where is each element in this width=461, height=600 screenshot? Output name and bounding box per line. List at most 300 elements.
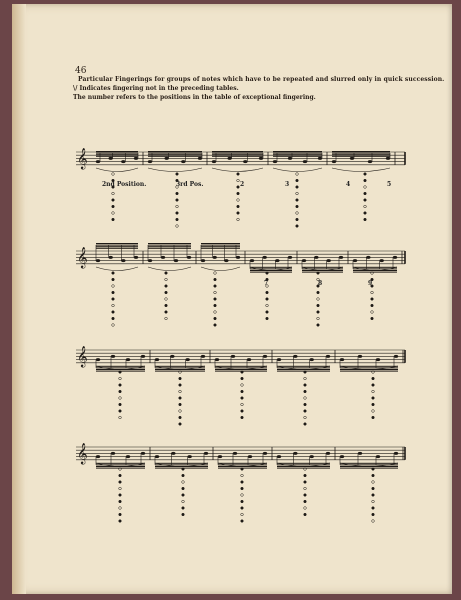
note-head (148, 160, 152, 163)
slur (148, 168, 202, 172)
fingering-hole (371, 317, 374, 320)
fingering-hole (182, 468, 185, 471)
fingering-hole (266, 291, 269, 294)
note-head (201, 259, 205, 262)
measure-number: 9 (368, 280, 373, 287)
fingering-hole (304, 397, 307, 400)
note-head (350, 157, 354, 160)
fingering-hole (296, 212, 299, 215)
note-head (126, 455, 130, 458)
heading-line-2: \/ Indicates fingering not in the preceding tables. (73, 85, 239, 92)
measure-number: 7 (264, 280, 269, 287)
note-beam (250, 267, 292, 268)
fingering-hole (119, 390, 122, 393)
note-head (243, 160, 247, 163)
fingering-hole (119, 500, 122, 503)
note-beam (212, 151, 263, 152)
fingering-hole (176, 205, 179, 208)
note-beam (96, 156, 138, 157)
fingering-hole (176, 218, 179, 221)
fingering-hole (119, 494, 122, 497)
note-head (185, 358, 189, 361)
note-beam (277, 366, 330, 367)
note-head (376, 455, 380, 458)
note-beam (201, 246, 240, 247)
fingering-hole (304, 371, 307, 374)
note-head (171, 452, 175, 455)
fingering-hole (241, 500, 244, 503)
slur (273, 168, 322, 172)
measure-number: 5 (387, 181, 392, 188)
measure-number: 4 (346, 181, 351, 188)
note-head (259, 157, 263, 160)
note-beam (277, 468, 330, 469)
fingering-hole (119, 397, 122, 400)
fingering-hole (119, 416, 122, 419)
note-beam (332, 151, 390, 152)
note-head (309, 358, 313, 361)
note-head (393, 256, 397, 259)
note-beam (273, 154, 322, 155)
fingering-hole (372, 416, 375, 419)
fingering-hole (182, 487, 185, 490)
note-head (326, 259, 330, 262)
fingering-hole (237, 199, 240, 202)
note-beam (302, 272, 343, 273)
fingering-hole (304, 403, 307, 406)
note-head (201, 355, 205, 358)
fingering-hole (372, 403, 375, 406)
fingering-hole (317, 291, 320, 294)
note-beam (273, 156, 322, 157)
fingering-hole (119, 513, 122, 516)
fingering-hole (317, 311, 320, 314)
fingering-hole (372, 384, 375, 387)
note-head (379, 259, 383, 262)
heading-line-3: The number refers to the positions in the table of exceptional fingering. (73, 94, 316, 101)
fingering-hole (364, 212, 367, 215)
fingering-hole (304, 384, 307, 387)
measure-number: 2 (240, 181, 245, 188)
note-beam (332, 154, 390, 155)
page-number: 46 (75, 66, 87, 76)
note-head (108, 256, 112, 259)
note-head (236, 256, 240, 259)
fingering-hole (371, 304, 374, 307)
note-head (126, 358, 130, 361)
fingering-hole (372, 468, 375, 471)
fingering-hole (112, 291, 115, 294)
note-beam (148, 246, 191, 247)
fingering-hole (266, 311, 269, 314)
fingering-hole (112, 199, 115, 202)
note-beam (215, 366, 267, 367)
note-head (376, 358, 380, 361)
note-head (155, 455, 159, 458)
fingering-hole (182, 474, 185, 477)
note-beam (353, 272, 397, 273)
note-head (247, 358, 251, 361)
measure-number: 3 (285, 181, 290, 188)
fingering-hole (112, 278, 115, 281)
fingering-hole (371, 291, 374, 294)
fingering-hole (112, 218, 115, 221)
note-head (161, 256, 165, 259)
note-head (181, 160, 185, 163)
note-head (288, 256, 292, 259)
fingering-hole (372, 500, 375, 503)
note-head (309, 455, 313, 458)
slur (212, 168, 263, 172)
note-head (368, 160, 372, 163)
fingering-hole (119, 410, 122, 413)
note-beam (201, 245, 240, 246)
treble-clef: 𝄞 (77, 148, 88, 170)
fingering-hole (317, 272, 320, 275)
note-head (96, 160, 100, 163)
note-head (340, 455, 344, 458)
note-beam (96, 153, 138, 154)
note-head (212, 256, 216, 259)
fingering-hole (304, 487, 307, 490)
note-beam (218, 463, 267, 464)
fingering-hole (176, 225, 179, 228)
slur (332, 168, 390, 172)
fingering-hole (296, 225, 299, 228)
note-beam (212, 154, 263, 155)
fingering-hole (176, 192, 179, 195)
note-head (263, 452, 267, 455)
note-head (148, 259, 152, 262)
slur (96, 168, 138, 172)
fingering-hole (112, 272, 115, 275)
fingering-hole (241, 397, 244, 400)
note-beam (250, 272, 292, 273)
note-head (303, 160, 307, 163)
fingering-hole (372, 481, 375, 484)
note-head (275, 259, 279, 262)
fingering-hole (214, 298, 217, 301)
fingering-hole (296, 218, 299, 221)
fingering-hole (214, 304, 217, 307)
note-beam (340, 463, 398, 464)
note-head (204, 452, 208, 455)
fingering-hole (179, 410, 182, 413)
fingering-hole (304, 416, 307, 419)
fingering-hole (112, 192, 115, 195)
heading-line-1: Particular Fingerings for groups of notes which have to be repeated and slurred only in quick succession. (78, 76, 445, 83)
note-beam (273, 151, 322, 152)
note-beam (96, 243, 138, 244)
fingering-hole (266, 298, 269, 301)
note-head (248, 455, 252, 458)
note-head (187, 455, 191, 458)
fingering-hole (214, 324, 217, 327)
note-head (227, 157, 231, 160)
note-head (121, 259, 125, 262)
note-head (394, 452, 398, 455)
note-head (96, 455, 100, 458)
fingering-hole (214, 311, 217, 314)
fingering-hole (165, 317, 168, 320)
fingering-hole (364, 192, 367, 195)
note-head (134, 256, 138, 259)
fingering-hole (119, 474, 122, 477)
note-beam (148, 245, 191, 246)
fingering-hole (119, 377, 122, 380)
fingering-hole (364, 186, 367, 189)
fingering-hole (371, 298, 374, 301)
note-beam (273, 153, 322, 154)
note-head (302, 259, 306, 262)
fingering-hole (179, 377, 182, 380)
note-head (339, 256, 343, 259)
note-beam (148, 151, 202, 152)
fingering-hole (112, 317, 115, 320)
note-beam (96, 151, 138, 152)
fingering-hole (241, 410, 244, 413)
fingering-hole (214, 291, 217, 294)
note-head (263, 355, 267, 358)
fingering-hole (165, 285, 168, 288)
fingering-hole (112, 304, 115, 307)
fingering-hole (182, 494, 185, 497)
fingering-hole (112, 324, 115, 327)
fingering-hole (372, 494, 375, 497)
note-head (386, 157, 390, 160)
note-head (96, 358, 100, 361)
fingering-hole (165, 304, 168, 307)
note-head (353, 259, 357, 262)
fingering-hole (179, 384, 182, 387)
fingering-hole (165, 298, 168, 301)
note-head (277, 358, 281, 361)
note-head (111, 452, 115, 455)
note-beam (201, 243, 240, 244)
fingering-hole (112, 173, 115, 176)
note-beam (212, 153, 263, 154)
note-head (293, 452, 297, 455)
note-head (288, 157, 292, 160)
fingering-hole (372, 397, 375, 400)
treble-clef: 𝄞 (77, 443, 88, 465)
fingering-hole (296, 205, 299, 208)
fingering-hole (304, 481, 307, 484)
note-beam (155, 366, 205, 367)
note-head (358, 355, 362, 358)
fingering-hole (241, 481, 244, 484)
fingering-hole (371, 311, 374, 314)
note-head (121, 160, 125, 163)
note-beam (155, 463, 208, 464)
fingering-hole (112, 311, 115, 314)
fingering-hole (165, 311, 168, 314)
fingering-hole (165, 272, 168, 275)
fingering-hole (266, 304, 269, 307)
fingering-hole (241, 371, 244, 374)
fingering-hole (214, 285, 217, 288)
fingering-hole (241, 520, 244, 523)
fingering-hole (364, 179, 367, 182)
note-head (314, 256, 318, 259)
note-beam (340, 468, 398, 469)
note-beam (353, 267, 397, 268)
note-head (358, 452, 362, 455)
note-head (293, 355, 297, 358)
note-beam (148, 156, 202, 157)
fingering-hole (372, 377, 375, 380)
note-beam (148, 153, 202, 154)
fingering-hole (296, 186, 299, 189)
note-head (141, 355, 145, 358)
measure-number: 8 (318, 280, 323, 287)
fingering-hole (119, 487, 122, 490)
note-beam (340, 371, 398, 372)
fingering-hole (296, 173, 299, 176)
fingering-hole (241, 474, 244, 477)
fingering-hole (112, 205, 115, 208)
note-head (366, 256, 370, 259)
note-head (96, 259, 100, 262)
note-head (233, 452, 237, 455)
fingering-hole (179, 397, 182, 400)
fingering-hole (372, 410, 375, 413)
fingering-hole (119, 507, 122, 510)
fingering-hole (372, 520, 375, 523)
fingering-hole (241, 513, 244, 516)
fingering-hole (364, 218, 367, 221)
fingering-hole (112, 285, 115, 288)
note-beam (340, 366, 398, 367)
note-head (340, 358, 344, 361)
note-beam (148, 243, 191, 244)
note-beam (96, 246, 138, 247)
note-beam (148, 248, 191, 249)
note-beam (332, 153, 390, 154)
staves (76, 149, 405, 523)
fingering-hole (237, 186, 240, 189)
fingering-hole (296, 199, 299, 202)
note-head (198, 157, 202, 160)
fingering-hole (317, 324, 320, 327)
fingering-hole (179, 390, 182, 393)
fingering-hole (241, 494, 244, 497)
fingering-hole (179, 416, 182, 419)
note-beam (96, 366, 145, 367)
fingering-hole (364, 205, 367, 208)
fingering-hole (317, 304, 320, 307)
fingering-hole (241, 416, 244, 419)
fingering-hole (182, 500, 185, 503)
fingering-hole (176, 212, 179, 215)
fingering-hole (304, 390, 307, 393)
note-beam (96, 463, 145, 464)
fingering-hole (241, 507, 244, 510)
treble-clef: 𝄞 (77, 346, 88, 368)
note-head (134, 157, 138, 160)
note-head (332, 160, 336, 163)
fingering-hole (165, 278, 168, 281)
slur (201, 267, 240, 271)
fingering-hole (119, 384, 122, 387)
fingering-hole (296, 192, 299, 195)
note-beam (96, 248, 138, 249)
fingering-hole (304, 494, 307, 497)
fingering-hole (241, 384, 244, 387)
note-beam (155, 468, 208, 469)
fingering-hole (165, 291, 168, 294)
treble-clef: 𝄞 (77, 247, 88, 269)
fingering-hole (237, 218, 240, 221)
note-head (108, 157, 112, 160)
note-beam (277, 371, 330, 372)
second-position-label: 2nd Position. (102, 181, 147, 188)
note-head (218, 455, 222, 458)
fingering-hole (176, 173, 179, 176)
note-beam (212, 156, 263, 157)
fingering-hole (112, 212, 115, 215)
note-head (111, 355, 115, 358)
note-beam (148, 154, 202, 155)
fingering-hole (237, 179, 240, 182)
fingering-hole (304, 507, 307, 510)
fingering-hole (364, 173, 367, 176)
note-beam (201, 248, 240, 249)
fingering-hole (112, 298, 115, 301)
note-head (187, 256, 191, 259)
note-beam (277, 463, 330, 464)
fingering-hole (317, 298, 320, 301)
note-head (326, 452, 330, 455)
note-beam (302, 267, 343, 268)
note-head (164, 157, 168, 160)
note-head (224, 259, 228, 262)
fingering-hole (372, 513, 375, 516)
fingering-hole (372, 390, 375, 393)
fingering-hole (214, 278, 217, 281)
note-head (141, 452, 145, 455)
fingering-hole (304, 513, 307, 516)
note-head (250, 259, 254, 262)
note-beam (96, 154, 138, 155)
fingering-hole (317, 317, 320, 320)
fingering-hole (179, 403, 182, 406)
fingering-hole (176, 199, 179, 202)
fingering-hole (266, 272, 269, 275)
note-head (277, 455, 281, 458)
fingering-hole (119, 481, 122, 484)
fingering-hole (119, 403, 122, 406)
note-head (170, 355, 174, 358)
fingering-hole (241, 468, 244, 471)
fingering-hole (214, 272, 217, 275)
fingering-hole (237, 212, 240, 215)
fingering-hole (182, 507, 185, 510)
fingering-hole (182, 481, 185, 484)
fingering-hole (372, 487, 375, 490)
note-head (318, 157, 322, 160)
fingering-hole (364, 199, 367, 202)
fingering-hole (237, 205, 240, 208)
note-beam (96, 245, 138, 246)
fingering-hole (237, 173, 240, 176)
fingering-hole (214, 317, 217, 320)
fingering-hole (304, 474, 307, 477)
fingering-hole (241, 403, 244, 406)
fingering-hole (119, 371, 122, 374)
fingering-hole (296, 179, 299, 182)
note-head (262, 256, 266, 259)
